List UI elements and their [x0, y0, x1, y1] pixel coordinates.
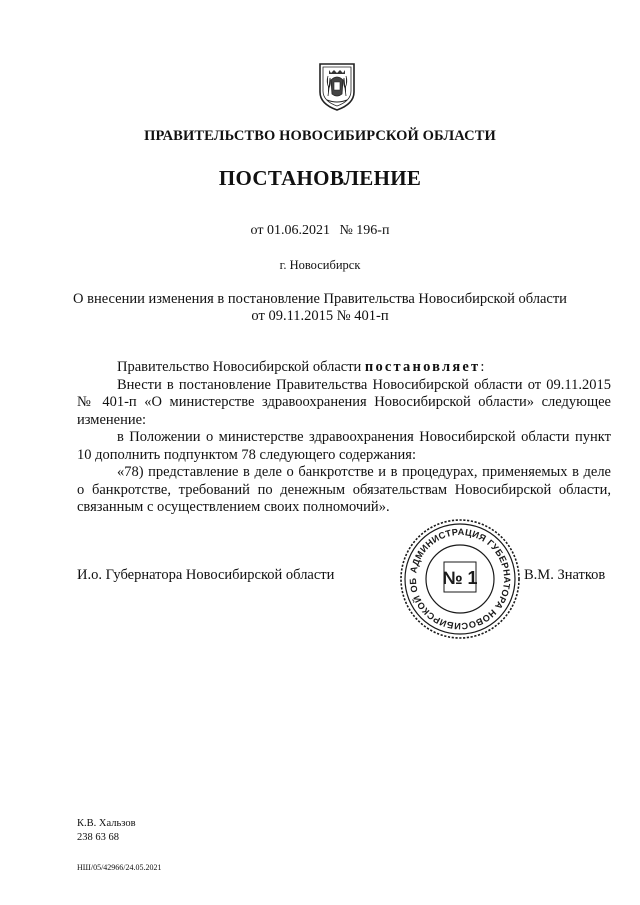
subject-line-1: О внесении изменения в постановление Правительства Новосибирской области	[73, 291, 567, 307]
signatory-name: В.М. Знатков	[524, 567, 606, 583]
signatory-position: И.о. Губернатора Новосибирской области	[77, 567, 335, 583]
document-body	[77, 359, 611, 517]
executor-phone: 238 63 68	[77, 832, 119, 843]
subject-line-2: от 09.11.2015 № 401-п	[251, 308, 389, 324]
decree-intro	[77, 359, 611, 377]
seal-number: № 1	[442, 568, 478, 588]
executor-name: К.В. Хальзов	[77, 818, 136, 829]
registration-code: НШ/05/42966/24.05.2021	[77, 863, 162, 872]
body-paragraph-2: в Положении о министерстве здравоохранения Новосибирской области пункт 10 дополнить подпунктом 78 следующего содержания:	[77, 429, 611, 463]
document-subject	[0, 291, 640, 325]
decree-colon: :	[480, 359, 485, 375]
government-title: ПРАВИТЕЛЬСТВО НОВОСИБИРСКОЙ ОБЛАСТИ	[144, 128, 496, 144]
body-paragraph-3: «78) представление в деле о банкротстве и в процедурах, применяемых в деле о банкротстве, требований по денежным обязательствам Новосибирской области, связанным с осуществлением своих полномочий».	[77, 464, 611, 515]
decree-word: постановляет	[364, 359, 481, 375]
document-city: г. Новосибирск	[279, 258, 361, 272]
official-seal-stamp	[398, 517, 522, 641]
document-number: № 196-п	[339, 223, 390, 238]
body-paragraph-1: Внести в постановление Правительства Новосибирской области от 09.11.2015 № 401-п «О министерстве здравоохранения Новосибирской области» следующее изменение:	[77, 376, 611, 428]
decree-intro-text: Правительство Новосибирской области	[117, 359, 362, 375]
document-date-line	[0, 223, 640, 239]
document-type-title: ПОСТАНОВЛЕНИЕ	[218, 166, 422, 190]
coat-of-arms-emblem	[317, 60, 357, 112]
seal-ring-text: АДМИНИСТРАЦИЯ ГУБЕРНАТОРА НОВОСИБИРСКОЙ ОБ	[407, 526, 513, 632]
document-date: от 01.06.2021	[250, 223, 330, 238]
